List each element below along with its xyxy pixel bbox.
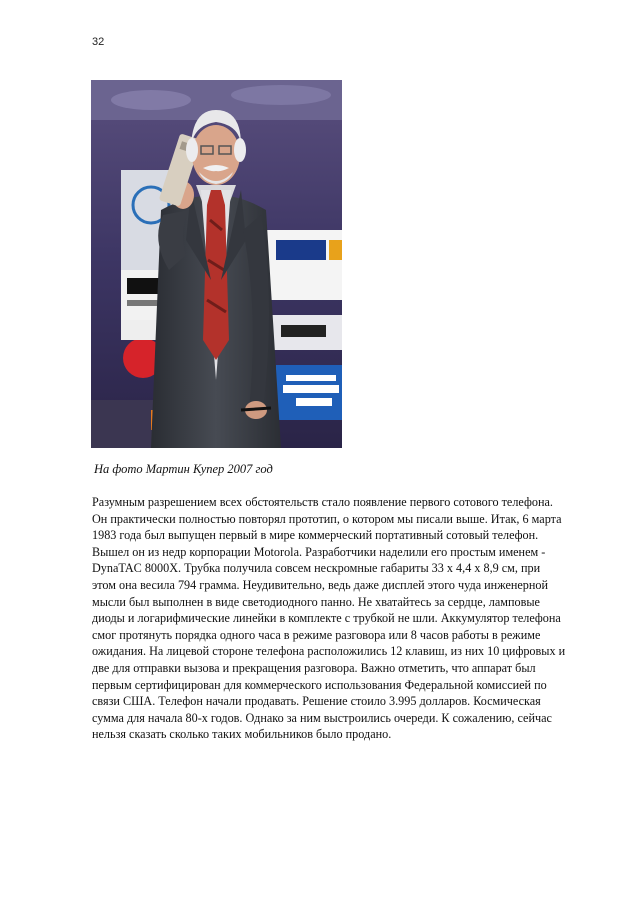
paragraph-line: смог протянуть порядка одного часа в режиме разговора или 8 часов работы в режиме — [92, 627, 541, 642]
paragraph-line: этом она весила 794 грамма. Неудивительно, ведь даже дисплей этого чуда инженерной — [92, 577, 549, 592]
paragraph-line: Вышел он из недр корпорации Motorola. Разработчики наделили его простым именем - — [92, 544, 546, 559]
paragraph-line: ожидания. На лицевой стороне телефона расположились 12 клавиш, из них 10 цифровых и — [92, 644, 566, 659]
paragraph-line: диоды и логарифмические линейки в комплекте с трубкой не шли. Аккумулятор телефона — [92, 611, 561, 626]
photo-martin-cooper — [91, 80, 342, 448]
paragraph-line: связи США. Телефон начали продавать. Решение стоило 3.995 долларов. Космическая — [92, 694, 541, 709]
paragraph-line: Он практически полностью повторял прототип, о котором мы писали выше. Итак, 6 марта — [92, 511, 562, 526]
paragraph-line: мысли был выполнен в виде светодиодного панно. Не хватайтесь за сердце, ламповые — [92, 594, 540, 609]
body-paragraph — [92, 494, 566, 743]
paragraph-line: 1983 года был выпущен первый в мире коммерческий портативный сотовый телефон. — [92, 528, 539, 543]
paragraph-line: Разумным разрешением всех обстоятельств стало появление первого сотового телефона. — [92, 495, 553, 509]
photo-caption: На фото Мартин Купер 2007 год — [94, 462, 273, 476]
paragraph-line: сумма для начала 80-х годов. Однако за ним выстроились очереди. К сожалению, сейчас — [92, 710, 552, 725]
page-number: 32 — [92, 36, 105, 48]
photo-of-man-with-brick-phone-icon — [91, 80, 342, 448]
paragraph-line: нельзя сказать сколько таких мобильников было продано. — [92, 727, 392, 742]
paragraph-line: две для отправки вызова и прекращения разговора. Важно отметить, что аппарат был — [92, 660, 536, 675]
paragraph-line: первым сертифицирован для коммерческого использования Федеральной комиссией по — [92, 677, 547, 692]
paragraph-line: DynaTAC 8000X. Трубка получила совсем нескромные габариты 33 х 4,4 х 8,9 см, при — [92, 561, 541, 576]
